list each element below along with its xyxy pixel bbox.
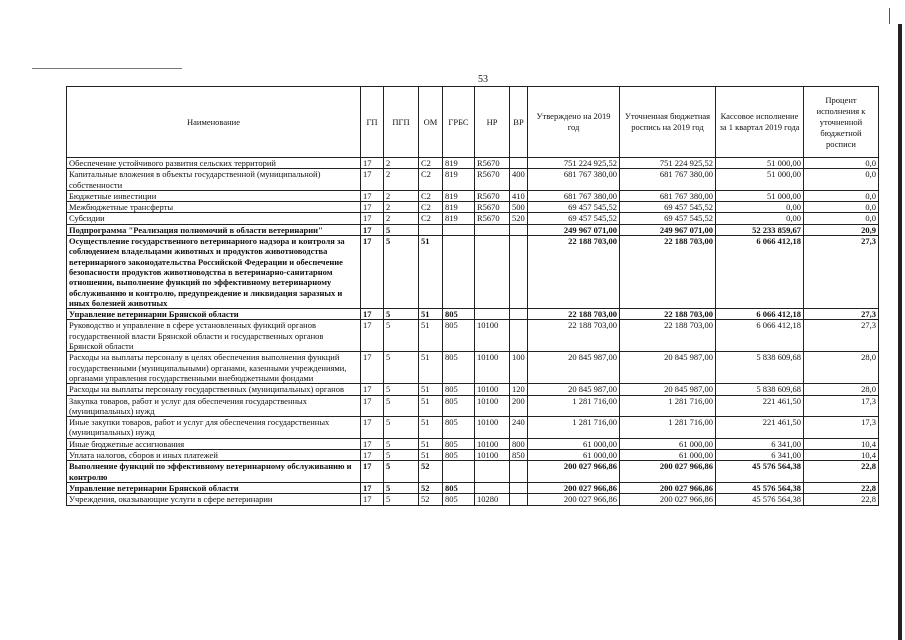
row-nr-cell	[475, 224, 510, 235]
row-gp-cell: 17	[361, 169, 384, 191]
row-vr-cell: 200	[510, 395, 528, 417]
row-revised-cell: 751 224 925,52	[620, 158, 716, 169]
row-vr-cell	[510, 236, 528, 309]
row-vr-cell	[510, 494, 528, 505]
row-gp-cell: 17	[361, 213, 384, 224]
table-header-row	[67, 87, 879, 158]
row-grbs-cell: 805	[443, 482, 475, 493]
row-grbs-cell: 805	[443, 417, 475, 439]
row-om-cell: 52	[419, 482, 443, 493]
row-om-cell	[419, 224, 443, 235]
row-approved-cell: 61 000,00	[528, 450, 620, 461]
row-gp-cell: 17	[361, 438, 384, 449]
row-pgp-cell: 5	[384, 320, 419, 352]
table-row	[67, 395, 879, 417]
row-pgp-cell: 5	[384, 384, 419, 395]
row-pgp-cell: 5	[384, 494, 419, 505]
table-row	[67, 438, 879, 449]
header-percent: Процент исполнения к уточненной бюджетной росписи	[804, 87, 879, 158]
row-pgp-cell: 5	[384, 309, 419, 320]
row-vr-cell: 800	[510, 438, 528, 449]
row-pgp-cell: 5	[384, 482, 419, 493]
row-revised-cell: 1 281 716,00	[620, 395, 716, 417]
row-percent-cell: 22,8	[804, 494, 879, 505]
row-om-cell: 51	[419, 320, 443, 352]
table-row	[67, 320, 879, 352]
row-pgp-cell: 2	[384, 158, 419, 169]
row-nr-cell: 10100	[475, 450, 510, 461]
table-row	[67, 213, 879, 224]
row-name-cell: Управление ветеринарии Брянской области	[67, 309, 361, 320]
row-nr-cell: R5670	[475, 158, 510, 169]
row-revised-cell: 22 188 703,00	[620, 320, 716, 352]
row-percent-cell: 22,8	[804, 461, 879, 483]
row-name-cell: Руководство и управление в сфере установленных функций органов государственной власти Брянской области и государственных органов Брянской области	[67, 320, 361, 352]
table-row	[67, 417, 879, 439]
row-revised-cell: 200 027 966,86	[620, 494, 716, 505]
row-nr-cell: 10100	[475, 352, 510, 384]
row-om-cell: С2	[419, 202, 443, 213]
row-vr-cell: 240	[510, 417, 528, 439]
row-gp-cell: 17	[361, 352, 384, 384]
row-grbs-cell: 805	[443, 384, 475, 395]
row-approved-cell: 22 188 703,00	[528, 320, 620, 352]
header-grbs: ГРБС	[443, 87, 475, 158]
row-approved-cell: 751 224 925,52	[528, 158, 620, 169]
row-om-cell: 51	[419, 438, 443, 449]
row-cash-cell: 51 000,00	[716, 190, 804, 201]
row-om-cell: 51	[419, 309, 443, 320]
row-gp-cell: 17	[361, 309, 384, 320]
row-om-cell: 51	[419, 352, 443, 384]
table-row	[67, 309, 879, 320]
row-nr-cell: 10100	[475, 384, 510, 395]
row-gp-cell: 17	[361, 384, 384, 395]
row-name-cell: Выполнение функций по эффективному ветеринарному обслуживанию и контролю	[67, 461, 361, 483]
row-nr-cell	[475, 236, 510, 309]
table-row	[67, 236, 879, 309]
row-name-cell: Управление ветеринарии Брянской области	[67, 482, 361, 493]
row-name-cell: Капитальные вложения в объекты государственной (муниципальной) собственности	[67, 169, 361, 191]
row-grbs-cell	[443, 224, 475, 235]
budget-table	[66, 86, 879, 506]
table-row	[67, 461, 879, 483]
row-nr-cell: 10100	[475, 395, 510, 417]
row-revised-cell: 61 000,00	[620, 438, 716, 449]
row-pgp-cell: 5	[384, 352, 419, 384]
row-nr-cell	[475, 482, 510, 493]
table-row	[67, 450, 879, 461]
row-approved-cell: 681 767 380,00	[528, 190, 620, 201]
row-pgp-cell: 2	[384, 202, 419, 213]
row-nr-cell	[475, 309, 510, 320]
row-percent-cell: 17,3	[804, 417, 879, 439]
row-grbs-cell: 805	[443, 450, 475, 461]
header-revised: Уточненная бюджетная роспись на 2019 год	[620, 87, 716, 158]
row-cash-cell: 52 233 859,67	[716, 224, 804, 235]
row-percent-cell: 20,9	[804, 224, 879, 235]
row-pgp-cell: 5	[384, 417, 419, 439]
row-approved-cell: 1 281 716,00	[528, 417, 620, 439]
row-name-cell: Межбюджетные трансферты	[67, 202, 361, 213]
row-percent-cell: 27,3	[804, 320, 879, 352]
row-name-cell: Уплата налогов, сборов и иных платежей	[67, 450, 361, 461]
table-row	[67, 158, 879, 169]
row-grbs-cell: 819	[443, 190, 475, 201]
row-percent-cell: 0,0	[804, 213, 879, 224]
row-nr-cell: 10280	[475, 494, 510, 505]
row-nr-cell: 10100	[475, 438, 510, 449]
row-approved-cell: 200 027 966,86	[528, 494, 620, 505]
scan-edge-bar	[898, 24, 902, 640]
header-cash: Кассовое исполнение за 1 квартал 2019 года	[716, 87, 804, 158]
row-grbs-cell: 805	[443, 320, 475, 352]
row-revised-cell: 61 000,00	[620, 450, 716, 461]
row-approved-cell: 200 027 966,86	[528, 482, 620, 493]
row-name-cell: Иные бюджетные ассигнования	[67, 438, 361, 449]
row-pgp-cell: 5	[384, 224, 419, 235]
row-cash-cell: 221 461,50	[716, 417, 804, 439]
table-row	[67, 190, 879, 201]
row-nr-cell: R5670	[475, 169, 510, 191]
row-name-cell: Расходы на выплаты персоналу государственных (муниципальных) органов	[67, 384, 361, 395]
row-om-cell: С2	[419, 190, 443, 201]
row-grbs-cell: 819	[443, 213, 475, 224]
row-revised-cell: 20 845 987,00	[620, 352, 716, 384]
row-vr-cell: 410	[510, 190, 528, 201]
row-om-cell: С2	[419, 213, 443, 224]
row-om-cell: 51	[419, 395, 443, 417]
header-approved: Утверждено на 2019 год	[528, 87, 620, 158]
row-gp-cell: 17	[361, 236, 384, 309]
row-gp-cell: 17	[361, 417, 384, 439]
row-pgp-cell: 5	[384, 236, 419, 309]
row-grbs-cell: 805	[443, 352, 475, 384]
row-nr-cell: 10100	[475, 417, 510, 439]
row-vr-cell: 850	[510, 450, 528, 461]
row-pgp-cell: 5	[384, 395, 419, 417]
row-nr-cell	[475, 461, 510, 483]
row-percent-cell: 28,0	[804, 384, 879, 395]
row-approved-cell: 681 767 380,00	[528, 169, 620, 191]
row-grbs-cell: 805	[443, 395, 475, 417]
row-gp-cell: 17	[361, 202, 384, 213]
row-om-cell: С2	[419, 169, 443, 191]
row-om-cell: 51	[419, 417, 443, 439]
row-nr-cell: R5670	[475, 213, 510, 224]
row-vr-cell: 120	[510, 384, 528, 395]
row-gp-cell: 17	[361, 224, 384, 235]
header-rule	[32, 68, 182, 69]
row-vr-cell: 520	[510, 213, 528, 224]
row-vr-cell	[510, 320, 528, 352]
row-revised-cell: 22 188 703,00	[620, 309, 716, 320]
row-vr-cell	[510, 309, 528, 320]
row-cash-cell: 6 066 412,18	[716, 309, 804, 320]
row-name-cell: Субсидии	[67, 213, 361, 224]
row-name-cell: Иные закупки товаров, работ и услуг для обеспечения государственных (муниципальных) нужд	[67, 417, 361, 439]
row-name-cell: Бюджетные инвестиции	[67, 190, 361, 201]
row-approved-cell: 61 000,00	[528, 438, 620, 449]
table-row	[67, 202, 879, 213]
row-vr-cell	[510, 461, 528, 483]
row-revised-cell: 681 767 380,00	[620, 190, 716, 201]
table-row	[67, 384, 879, 395]
row-vr-cell: 100	[510, 352, 528, 384]
row-om-cell: 51	[419, 236, 443, 309]
row-percent-cell: 27,3	[804, 236, 879, 309]
table-body	[67, 158, 879, 506]
row-percent-cell: 17,3	[804, 395, 879, 417]
row-vr-cell: 400	[510, 169, 528, 191]
row-cash-cell: 0,00	[716, 202, 804, 213]
row-grbs-cell	[443, 236, 475, 309]
row-approved-cell: 1 281 716,00	[528, 395, 620, 417]
row-gp-cell: 17	[361, 450, 384, 461]
row-approved-cell: 22 188 703,00	[528, 309, 620, 320]
row-pgp-cell: 2	[384, 213, 419, 224]
row-cash-cell: 45 576 564,38	[716, 482, 804, 493]
table-row	[67, 224, 879, 235]
row-cash-cell: 0,00	[716, 213, 804, 224]
row-revised-cell: 69 457 545,52	[620, 202, 716, 213]
header-pgp: ПГП	[384, 87, 419, 158]
row-name-cell: Расходы на выплаты персоналу в целях обеспечения выполнения функций государственными (муниципальными) органами, казенными учреждениями, органами управления государственными внебюджетными фондами	[67, 352, 361, 384]
row-revised-cell: 200 027 966,86	[620, 461, 716, 483]
row-cash-cell: 6 066 412,18	[716, 320, 804, 352]
row-grbs-cell	[443, 461, 475, 483]
row-gp-cell: 17	[361, 158, 384, 169]
row-nr-cell: 10100	[475, 320, 510, 352]
row-gp-cell: 17	[361, 482, 384, 493]
row-cash-cell: 45 576 564,38	[716, 494, 804, 505]
row-name-cell: Подпрограмма "Реализация полномочий в области ветеринарии"	[67, 224, 361, 235]
row-cash-cell: 45 576 564,38	[716, 461, 804, 483]
row-revised-cell: 1 281 716,00	[620, 417, 716, 439]
row-cash-cell: 51 000,00	[716, 169, 804, 191]
row-revised-cell: 200 027 966,86	[620, 482, 716, 493]
row-cash-cell: 5 838 609,68	[716, 384, 804, 395]
edge-mark	[889, 8, 890, 24]
row-percent-cell: 28,0	[804, 352, 879, 384]
row-grbs-cell: 819	[443, 202, 475, 213]
row-cash-cell: 6 341,00	[716, 438, 804, 449]
row-percent-cell: 22,8	[804, 482, 879, 493]
row-grbs-cell: 819	[443, 169, 475, 191]
row-name-cell: Учреждения, оказывающие услуги в сфере ветеринарии	[67, 494, 361, 505]
row-grbs-cell: 819	[443, 158, 475, 169]
row-approved-cell: 69 457 545,52	[528, 213, 620, 224]
row-nr-cell: R5670	[475, 190, 510, 201]
row-percent-cell: 27,3	[804, 309, 879, 320]
row-pgp-cell: 2	[384, 169, 419, 191]
row-cash-cell: 5 838 609,68	[716, 352, 804, 384]
page-number: 53	[478, 74, 488, 85]
row-gp-cell: 17	[361, 494, 384, 505]
row-approved-cell: 200 027 966,86	[528, 461, 620, 483]
row-vr-cell	[510, 482, 528, 493]
row-cash-cell: 6 066 412,18	[716, 236, 804, 309]
row-percent-cell: 0,0	[804, 158, 879, 169]
row-name-cell: Осуществление государственного ветеринарного надзора и контроля за соблюдением владельцами животных и продуктов животноводства ветеринарного законодательства Российской Федерации и обеспечение безопасности продуктов животноводства в ветеринарно-санитарном отношении, выполнение функций по эффективному ветеринарному обслуживанию и контролю, предупреждение и ликвидация заразных и иных болезней животных	[67, 236, 361, 309]
row-revised-cell: 69 457 545,52	[620, 213, 716, 224]
row-pgp-cell: 5	[384, 461, 419, 483]
header-name: Наименование	[67, 87, 361, 158]
table-row	[67, 482, 879, 493]
row-percent-cell: 10,4	[804, 450, 879, 461]
row-vr-cell: 500	[510, 202, 528, 213]
row-grbs-cell: 805	[443, 494, 475, 505]
row-grbs-cell: 805	[443, 438, 475, 449]
header-om: ОМ	[419, 87, 443, 158]
row-revised-cell: 681 767 380,00	[620, 169, 716, 191]
row-om-cell: 52	[419, 494, 443, 505]
row-pgp-cell: 5	[384, 450, 419, 461]
table-row	[67, 494, 879, 505]
row-approved-cell: 249 967 071,00	[528, 224, 620, 235]
row-approved-cell: 22 188 703,00	[528, 236, 620, 309]
row-vr-cell	[510, 158, 528, 169]
row-om-cell: 51	[419, 450, 443, 461]
header-vr: ВР	[510, 87, 528, 158]
row-gp-cell: 17	[361, 461, 384, 483]
table-row	[67, 352, 879, 384]
row-gp-cell: 17	[361, 395, 384, 417]
row-nr-cell: R5670	[475, 202, 510, 213]
row-cash-cell: 6 341,00	[716, 450, 804, 461]
row-cash-cell: 221 461,50	[716, 395, 804, 417]
row-name-cell: Обеспечение устойчивого развития сельских территорий	[67, 158, 361, 169]
row-vr-cell	[510, 224, 528, 235]
row-pgp-cell: 5	[384, 438, 419, 449]
row-om-cell: 52	[419, 461, 443, 483]
row-gp-cell: 17	[361, 320, 384, 352]
row-percent-cell: 10,4	[804, 438, 879, 449]
row-approved-cell: 20 845 987,00	[528, 352, 620, 384]
row-approved-cell: 20 845 987,00	[528, 384, 620, 395]
row-cash-cell: 51 000,00	[716, 158, 804, 169]
row-percent-cell: 0,0	[804, 169, 879, 191]
row-approved-cell: 69 457 545,52	[528, 202, 620, 213]
row-gp-cell: 17	[361, 190, 384, 201]
header-gp: ГП	[361, 87, 384, 158]
table-row	[67, 169, 879, 191]
header-nr: НР	[475, 87, 510, 158]
row-revised-cell: 22 188 703,00	[620, 236, 716, 309]
row-percent-cell: 0,0	[804, 190, 879, 201]
row-revised-cell: 249 967 071,00	[620, 224, 716, 235]
row-grbs-cell: 805	[443, 309, 475, 320]
row-revised-cell: 20 845 987,00	[620, 384, 716, 395]
row-pgp-cell: 2	[384, 190, 419, 201]
row-name-cell: Закупка товаров, работ и услуг для обеспечения государственных (муниципальных) нужд	[67, 395, 361, 417]
row-om-cell: 51	[419, 384, 443, 395]
row-percent-cell: 0,0	[804, 202, 879, 213]
row-om-cell: С2	[419, 158, 443, 169]
